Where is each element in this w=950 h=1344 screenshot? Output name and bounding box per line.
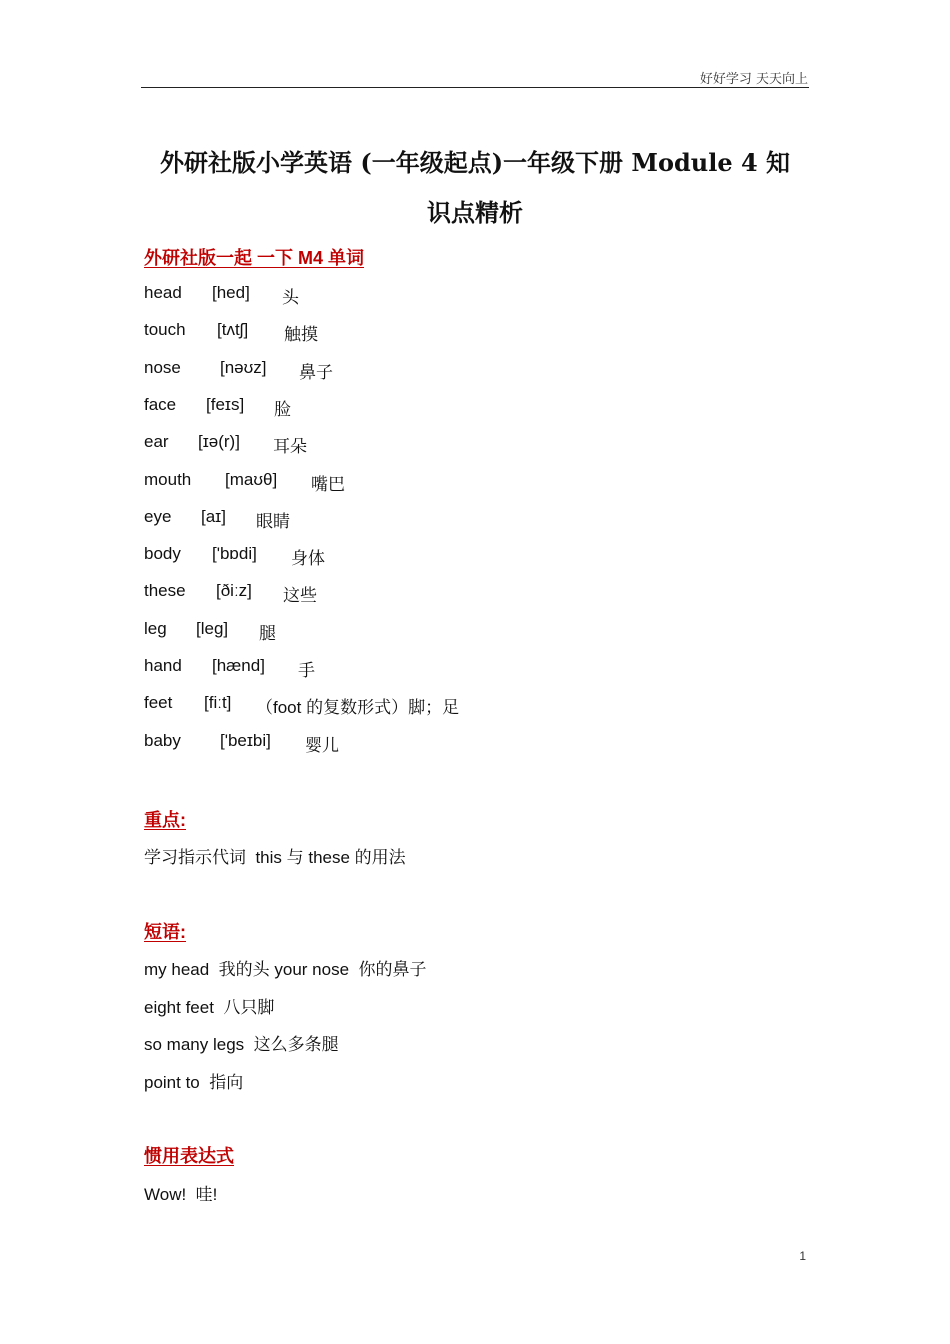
vocab-phonetic: [maʊθ] — [225, 469, 278, 489]
keypoints-text: 学习指示代词 this 与 these 的用法 — [144, 848, 406, 867]
phrase-item: so many legs 这么多条腿 — [144, 1035, 339, 1054]
phrase-item: point to 指向 — [144, 1073, 244, 1092]
vocab-meaning: 手 — [298, 661, 315, 680]
vocab-word: mouth — [144, 469, 192, 489]
vocab-word: head — [144, 283, 182, 302]
vocab-word: feet — [144, 693, 173, 713]
page-number: 1 — [799, 1249, 806, 1263]
phrase-item: eight feet 八只脚 — [144, 998, 275, 1017]
expressions-heading: 惯用表达式 — [144, 1146, 234, 1166]
vocab-phonetic: [aɪ] — [201, 506, 226, 526]
vocab-meaning: 触摸 — [284, 325, 318, 345]
vocab-meaning: 鼻子 — [299, 362, 333, 382]
vocab-word: leg — [144, 618, 167, 638]
header-motto: 好好学习 天天向上 — [699, 72, 808, 87]
vocab-word: touch — [144, 320, 186, 340]
vocab-phonetic: [nəʊz] — [220, 357, 267, 377]
vocab-meaning: 头 — [282, 288, 299, 307]
header-divider — [141, 87, 809, 88]
expression-item: Wow! 哇! — [144, 1185, 218, 1204]
vocab-phonetic: [hænd] — [212, 656, 265, 675]
vocab-meaning: 身体 — [291, 549, 325, 569]
keypoints-heading: 重点: — [144, 810, 186, 830]
vocab-phonetic: [ðiːz] — [216, 581, 252, 601]
vocab-phonetic: ['beɪbi] — [220, 730, 271, 750]
vocab-phonetic: [ɪə(r)] — [198, 432, 240, 452]
vocab-phonetic: [hed] — [212, 283, 250, 302]
vocab-phonetic: [feɪs] — [206, 394, 245, 414]
vocab-meaning: 婴儿 — [305, 735, 339, 755]
vocab-meaning: 这些 — [283, 586, 317, 606]
phrase-item: my head 我的头 your nose 你的鼻子 — [144, 960, 427, 979]
vocab-meaning: 嘴巴 — [311, 474, 345, 494]
vocab-word: baby — [144, 730, 181, 750]
vocab-word: these — [144, 581, 186, 601]
vocab-word: face — [144, 394, 177, 414]
vocab-meaning: 脸 — [274, 399, 291, 419]
vocab-word: eye — [144, 506, 172, 526]
vocab-word: hand — [144, 656, 182, 675]
vocab-phonetic: [fiːt] — [204, 693, 232, 713]
document-title — [141, 138, 809, 238]
phrases-heading: 短语: — [144, 922, 186, 942]
vocab-word: ear — [144, 432, 169, 452]
vocab-phonetic: ['bɒdi] — [212, 544, 257, 564]
vocab-word: nose — [144, 357, 181, 377]
vocab-phonetic: [tʌtʃ] — [217, 320, 249, 340]
vocab-heading: 外研社版一起 一下 M4 单词 — [144, 248, 365, 268]
vocab-meaning: （foot 的复数形式）脚；足 — [256, 698, 460, 718]
vocab-meaning: 耳朵 — [273, 437, 307, 457]
vocab-word: body — [144, 544, 181, 564]
title-line-1: 外研社版小学英语 (一年级起点)一年级下册 Module 4 知 — [159, 148, 791, 177]
vocab-phonetic: [leɡ] — [196, 618, 229, 638]
vocab-meaning: 腿 — [259, 623, 276, 643]
title-line-2: 识点精析 — [427, 198, 523, 227]
vocab-meaning: 眼睛 — [256, 511, 290, 531]
